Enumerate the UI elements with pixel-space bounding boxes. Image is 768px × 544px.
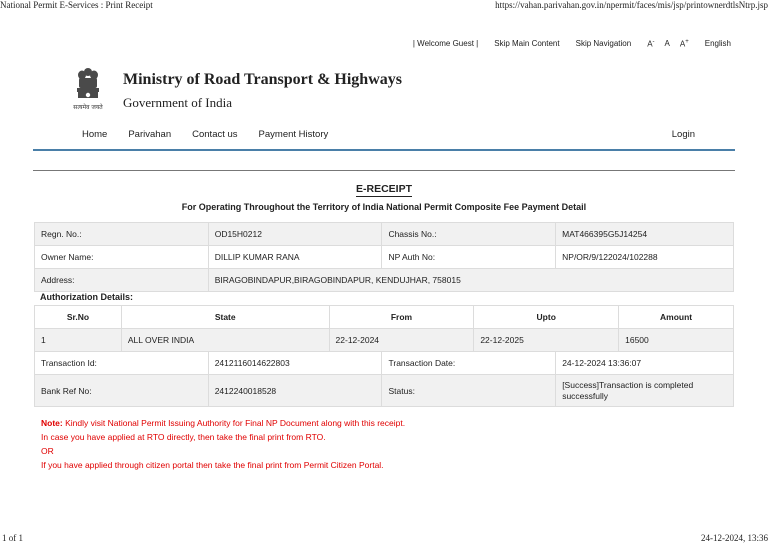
col-upto: Upto: [474, 306, 619, 329]
skip-navigation-link[interactable]: Skip Navigation: [575, 39, 632, 49]
authorization-details-label: Authorization Details:: [40, 292, 134, 302]
np-auth-value: NP/OR/9/122024/102288: [556, 246, 734, 269]
national-emblem-icon: [68, 66, 108, 112]
txn-date-value: 24-12-2024 13:36:07: [556, 352, 734, 375]
print-datetime: 24-12-2024, 13:36: [701, 533, 768, 543]
accessibility-bar: [413, 39, 731, 49]
address-label: Address:: [35, 269, 209, 292]
skip-main-content-link[interactable]: Skip Main Content: [494, 39, 560, 49]
table-row: [35, 329, 734, 352]
login-link[interactable]: Login: [671, 129, 695, 140]
note-line-1: Note: Kindly visit National Permit Issuing Authority for Final NP Document along with this receipt.: [41, 418, 406, 428]
table-row: [35, 246, 734, 269]
receipt-notes: [41, 416, 405, 472]
government-subtitle: Government of India: [123, 95, 233, 110]
page-count: 1 of 1: [2, 533, 23, 543]
note-line-4: If you have applied through citizen portal then take the final print from Permit Citizen Portal.: [41, 460, 384, 470]
table-row: [35, 223, 734, 246]
emblem-caption: सत्यमेव जयते: [73, 104, 103, 111]
receipt-subheading: For Operating Throughout the Territory of India National Permit Composite Fee Payment Detail: [181, 202, 587, 212]
chassis-label: Chassis No.:: [382, 223, 556, 246]
col-from: From: [329, 306, 474, 329]
cell-from: 22-12-2024: [329, 329, 474, 352]
font-increase-button[interactable]: A+: [679, 39, 689, 49]
font-decrease-button[interactable]: A-: [647, 39, 655, 49]
note-label: Note:: [41, 418, 63, 428]
bank-ref-value: 2412240018528: [208, 375, 382, 407]
ministry-title: Ministry of Road Transport & Highways: [123, 71, 402, 88]
print-header: [0, 0, 768, 12]
owner-label: Owner Name:: [35, 246, 209, 269]
cell-state: ALL OVER INDIA: [121, 329, 329, 352]
nav-home[interactable]: Home: [82, 129, 108, 140]
status-value: [Success]Transaction is completed successfully: [556, 375, 734, 407]
regn-label: Regn. No.:: [35, 223, 209, 246]
font-normal-button[interactable]: A: [664, 39, 670, 48]
cell-amount: 16500: [619, 329, 734, 352]
nav-parivahan[interactable]: Parivahan: [128, 129, 172, 140]
chassis-value: MAT466395G5J14254: [556, 223, 734, 246]
main-nav: [82, 129, 349, 140]
cell-srno: 1: [35, 329, 122, 352]
status-label: Status:: [382, 375, 556, 407]
nav-divider: [33, 149, 735, 151]
txn-date-label: Transaction Date:: [382, 352, 556, 375]
np-auth-label: NP Auth No:: [382, 246, 556, 269]
col-srno: Sr.No: [35, 306, 122, 329]
print-header-url: https://vahan.parivahan.gov.in/npermit/faces/mis/jsp/printownerdtlsNtrp.jsp: [495, 0, 768, 10]
bank-ref-label: Bank Ref No:: [35, 375, 209, 407]
print-header-title: National Permit E-Services : Print Receipt: [0, 0, 153, 10]
table-row: [35, 352, 734, 375]
font-size-controls: [647, 39, 689, 49]
authorization-table: [34, 305, 734, 352]
welcome-text: | Welcome Guest |: [412, 39, 479, 49]
cell-upto: 22-12-2025: [474, 329, 619, 352]
note-line-2: In case you have applied at RTO directly, then take the final print from RTO.: [41, 432, 326, 442]
content-divider: [33, 170, 735, 171]
language-link[interactable]: English: [704, 39, 731, 49]
note-line-3: OR: [41, 446, 54, 456]
col-state: State: [121, 306, 329, 329]
address-value: BIRAGOBINDAPUR,BIRAGOBINDAPUR, KENDUJHAR, 758015: [208, 269, 733, 292]
txn-id-value: 2412116014622803: [208, 352, 382, 375]
nav-payment-history[interactable]: Payment History: [258, 129, 329, 140]
txn-id-label: Transaction Id:: [35, 352, 209, 375]
transaction-table: [34, 351, 734, 407]
table-header-row: [35, 306, 734, 329]
table-row: [35, 375, 734, 407]
receipt-heading: E-RECEIPT: [355, 183, 412, 195]
col-amount: Amount: [619, 306, 734, 329]
table-row: [35, 269, 734, 292]
nav-contact-us[interactable]: Contact us: [192, 129, 238, 140]
owner-value: DILLIP KUMAR RANA: [208, 246, 382, 269]
print-footer: [0, 532, 768, 544]
owner-details-table: [34, 222, 734, 292]
regn-value: OD15H0212: [208, 223, 382, 246]
